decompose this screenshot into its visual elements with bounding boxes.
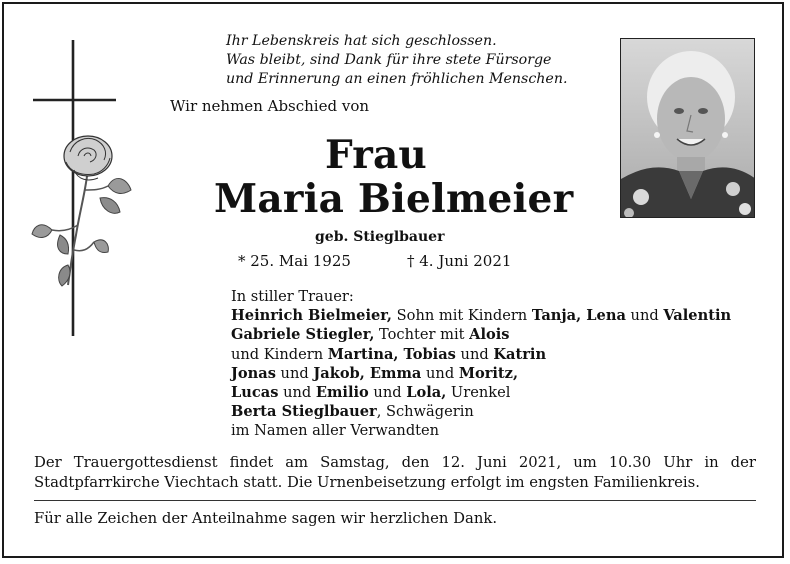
motto-text (226, 32, 567, 89)
mourner-line: im Namen aller Verwandten (231, 422, 440, 440)
mourner-name: Emilio (315, 384, 369, 402)
mourner-text: , Schwägerin (376, 403, 474, 421)
mourner-name: Alois (469, 326, 510, 344)
portrait-photo (620, 38, 755, 218)
mourners-intro: In stiller Trauer: (231, 288, 354, 305)
mourner-text: und (625, 307, 664, 325)
mourner-text: Tochter mit (374, 326, 470, 344)
mourner-line (231, 306, 731, 325)
motto-line: Ihr Lebenskreis hat sich geschlossen. (226, 33, 497, 49)
mourner-name: Valentin (663, 307, 732, 325)
mourner-name: Berta Stieglbauer (231, 403, 377, 421)
mourner-name: Jonas (231, 364, 276, 382)
mourner-text: und (368, 384, 407, 402)
cross-with-rose-icon (30, 40, 140, 340)
mourner-name: Lucas (231, 384, 279, 402)
mourner-text: und (421, 364, 459, 382)
mourner-name: Katrin (493, 345, 547, 363)
mourner-name: Heinrich Bielmeier, (231, 307, 393, 325)
mourners-list (231, 287, 731, 441)
mourner-text: und Kindern (231, 345, 328, 363)
salutation-text: Frau (325, 132, 427, 178)
mourner-name: Moritz, (458, 364, 519, 382)
mourner-line (231, 325, 731, 344)
mourner-text: und (275, 364, 314, 382)
death-date: † 4. Juni 2021 (407, 252, 512, 270)
mourner-line (231, 383, 731, 402)
mourner-name: Lola, (406, 384, 447, 402)
mourner-text: Urenkel (446, 384, 511, 402)
portrait-image (621, 39, 755, 218)
motto-line: und Erinnerung an einen fröhlichen Menschen. (226, 71, 568, 87)
mourner-name: Gabriele Stiegler, (231, 326, 375, 344)
mourner-text: und (455, 345, 494, 363)
thanks-text: Für alle Zeichen der Anteilnahme sagen wir herzlichen Dank. (34, 510, 498, 527)
mourner-name: Jakob, Emma (313, 364, 422, 382)
farewell-text: Wir nehmen Abschied von (170, 97, 370, 115)
mourner-text: und (278, 384, 316, 402)
mourner-name: Martina, Tobias (327, 345, 456, 363)
mourner-text: Sohn mit Kindern (392, 307, 532, 325)
deceased-name: Maria Bielmeier (214, 176, 574, 222)
divider-line (34, 500, 756, 501)
mourner-line (231, 364, 731, 383)
mourner-line (231, 345, 731, 364)
motto-line: Was bleibt, sind Dank für ihre stete Fürsorge (226, 52, 552, 68)
mourner-name: Tanja, Lena (531, 307, 626, 325)
service-notice: Der Trauergottesdienst findet am Samstag, den 12. Juni 2021, um 10.30 Uhr in der Stadtpfarrkirche Viechtach statt. Die Urnenbeisetzung erfolgt im engsten Familienkreis. (34, 454, 756, 491)
maiden-name: geb. Stieglbauer (315, 229, 445, 245)
mourner-line (231, 402, 731, 421)
birth-date: * 25. Mai 1925 (238, 252, 351, 270)
